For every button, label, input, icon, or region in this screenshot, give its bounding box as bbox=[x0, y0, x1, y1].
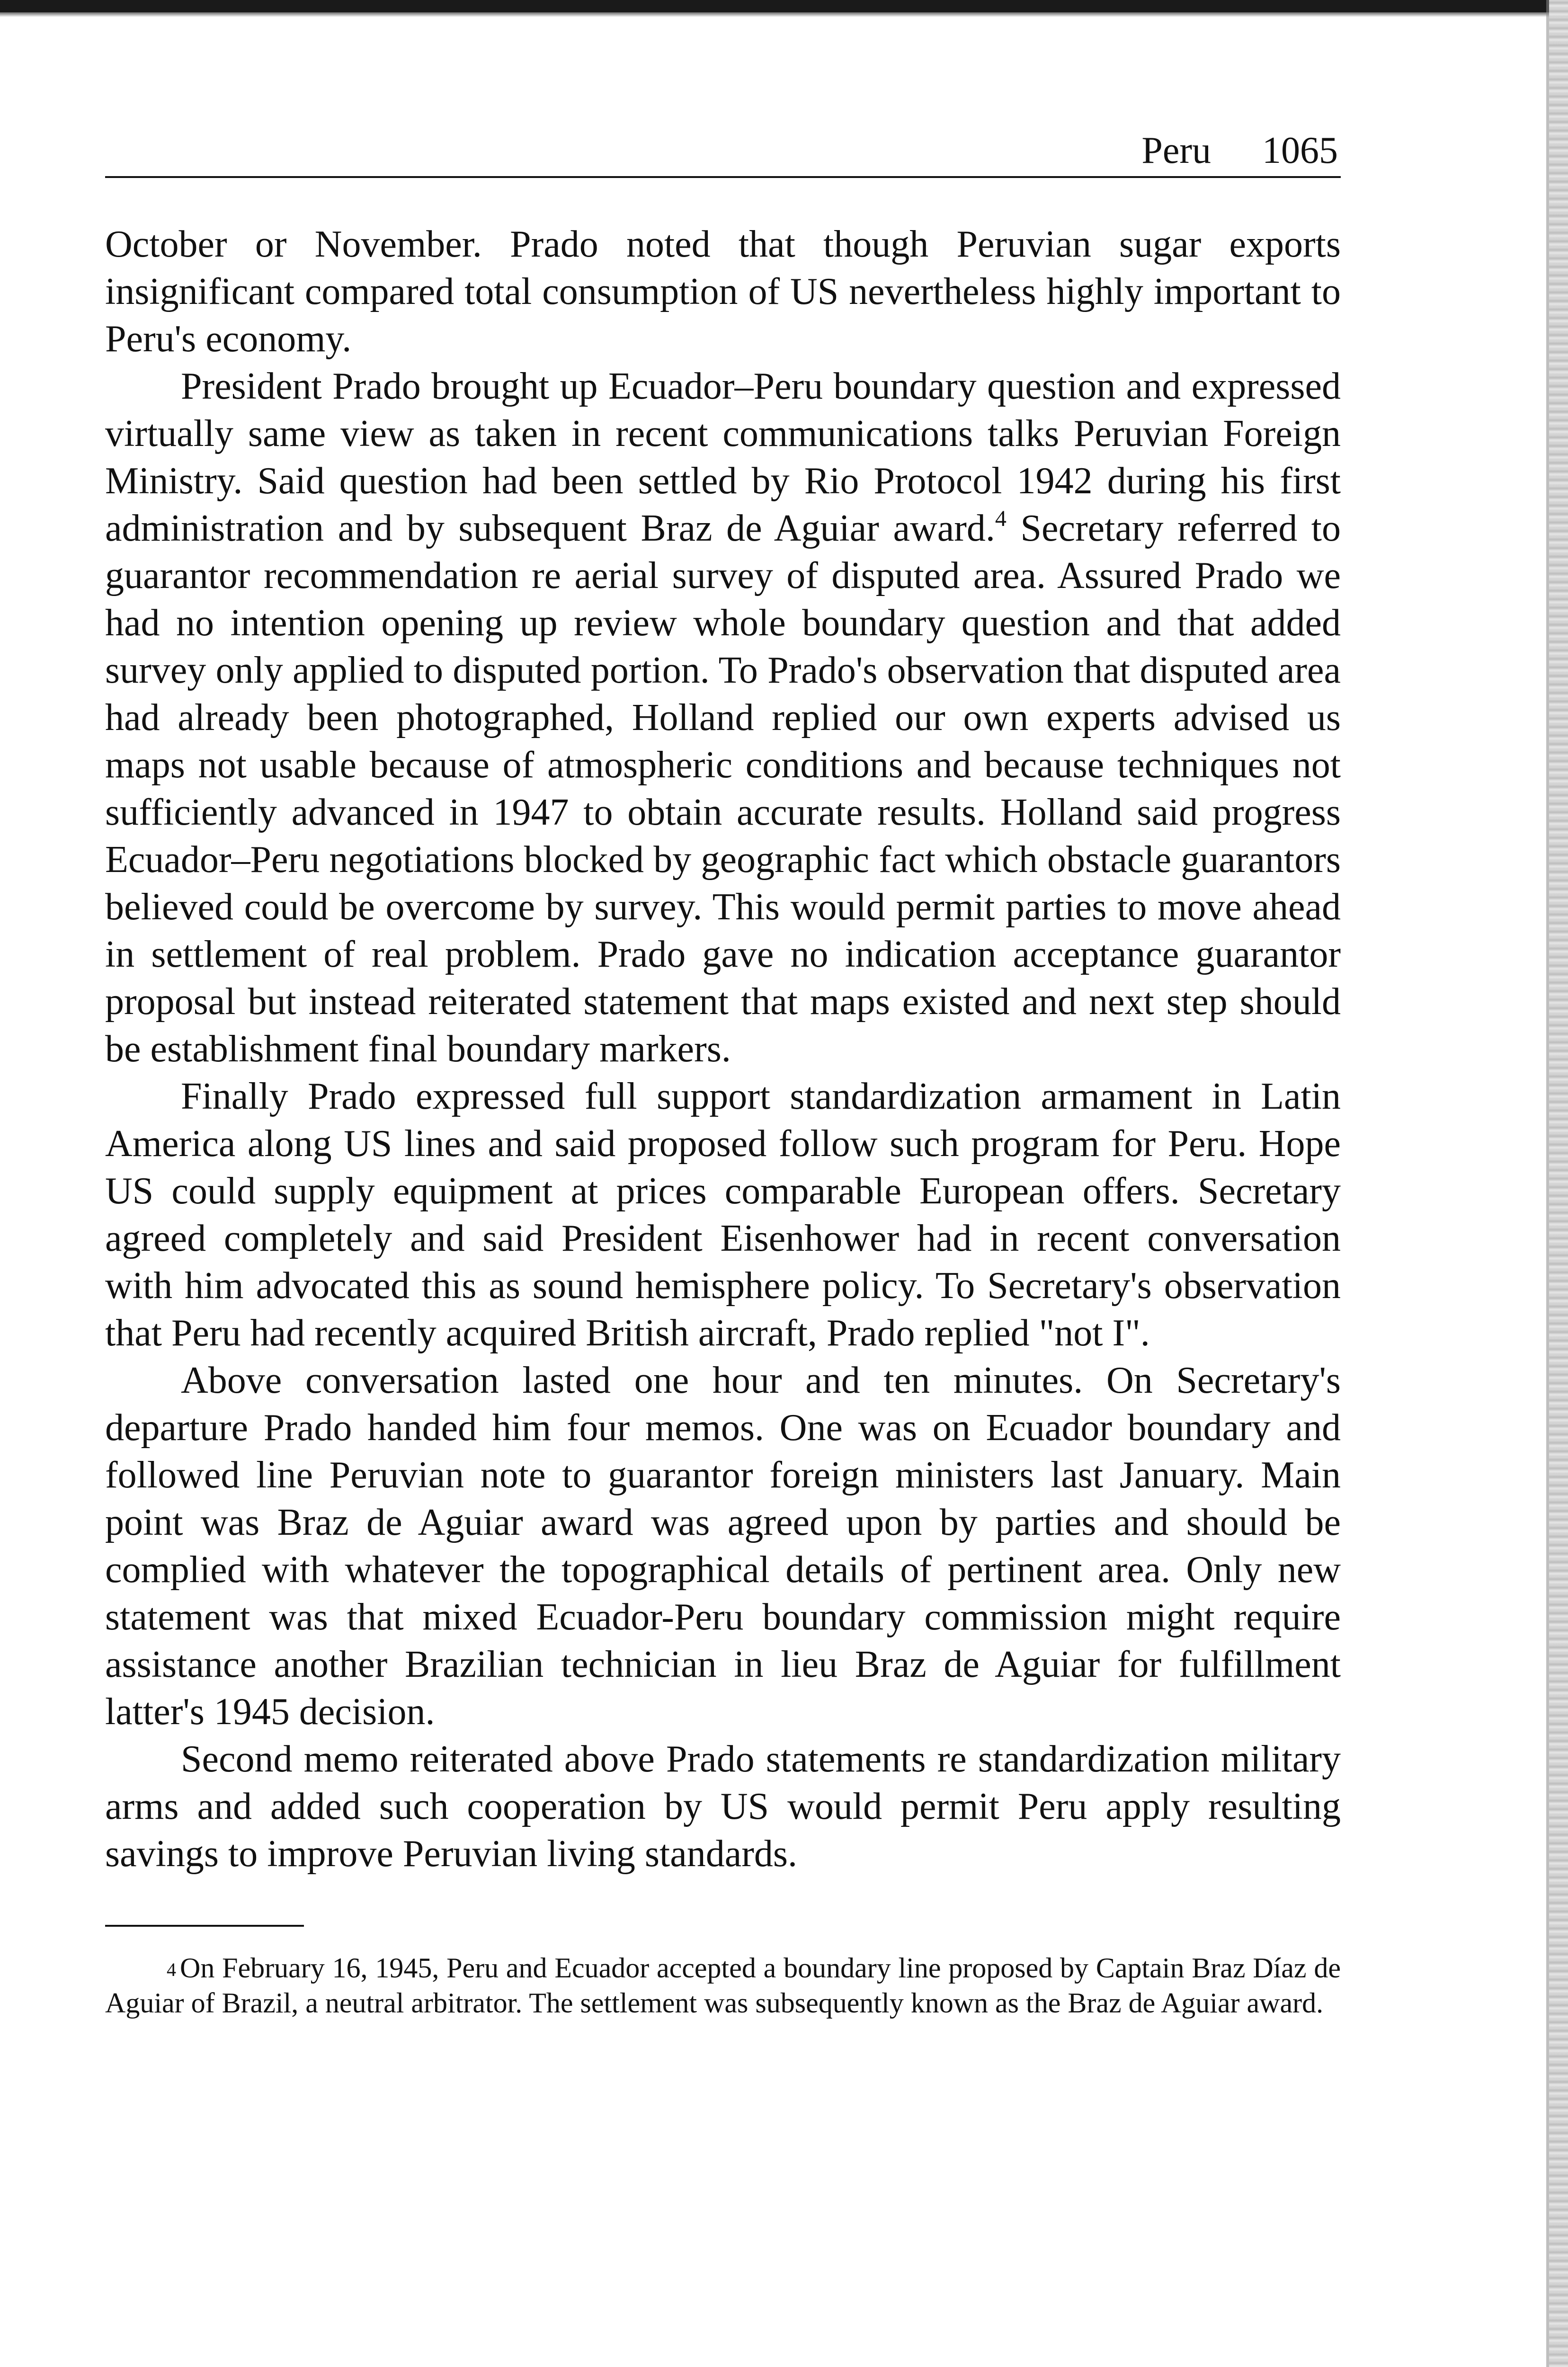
paragraph-3: Finally Prado expressed full support standardization armament in Latin America along US lines and said proposed follow such program for Peru. Hope US could supply equipment at prices comparable European offers. Secretary agreed completely and said President Eisenhower had in recent conversation with him advocated this as sound hemisphere policy. To Secretary's observation that Peru had recently acquired British aircraft, Prado replied "not I". bbox=[105, 1076, 1341, 1354]
header-rule bbox=[105, 176, 1341, 178]
paragraph-4: Above conversation lasted one hour and ten minutes. On Secretary's departure Prado handed him four memos. One was on Ecuador boundary and followed line Peruvian note to guarantor foreign ministers last January. Main point was Braz de Aguiar award was agreed upon by parties and should be complied with whatever the topographical details of pertinent area. Only new statement was that mixed Ecuador-Peru boundary commission might require assistance another Brazilian technician in lieu Braz de Aguiar for fulfillment latter's 1945 decision. bbox=[105, 1360, 1341, 1733]
running-head-section: Peru bbox=[1141, 130, 1211, 171]
footnote bbox=[105, 1950, 1341, 2020]
body-text bbox=[105, 221, 1341, 1878]
document-page bbox=[105, 128, 1341, 2020]
footnote-marker: 4 bbox=[167, 1959, 176, 1980]
footnote-reference[interactable]: 4 bbox=[995, 506, 1007, 531]
paragraph-5: Second memo reiterated above Prado statements re standardization military arms and added such cooperation by US would permit Peru apply resulting savings to improve Peruvian living standards. bbox=[105, 1738, 1341, 1875]
scan-top-border bbox=[0, 0, 1568, 12]
paragraph-2-part-2: Secretary referred to guarantor recommendation re aerial survey of disputed area. Assured Prado we had no intention opening up review whole boundary question and that added survey only applied to disputed portion. To Prado's observation that disputed area had already been photographed, Holland replied our own experts advised us maps not usable because of atmospheric conditions and because techniques not sufficiently advanced in 1947 to obtain accurate results. Holland said progress Ecuador–Peru negotiations blocked by geographic fact which obstacle guarantors believed could be overcome by survey. This would permit parties to move ahead in settlement of real problem. Prado gave no indication acceptance guarantor proposal but instead reiterated statement that maps existed and next step should be establishment final boundary markers. bbox=[105, 507, 1341, 1070]
page-number: 1065 bbox=[1262, 130, 1338, 171]
paragraph-2-part-1: President Prado brought up Ecuador–Peru boundary question and expressed virtually same view as taken in recent communications talks Peruvian Foreign Ministry. Said question had been settled by Rio Protocol 1942 during his first administration and by subsequent Braz de Aguiar award. bbox=[105, 365, 1341, 549]
paragraph-2 bbox=[105, 363, 1341, 1073]
footnote-rule bbox=[105, 1925, 304, 1927]
running-head bbox=[105, 128, 1341, 173]
footnote-text: On February 16, 1945, Peru and Ecuador accepted a boundary line proposed by Captain Braz Díaz de Aguiar of Brazil, a neutral arbitrator. The settlement was subsequently known as the Braz de Aguiar award. bbox=[105, 1952, 1341, 2019]
paragraph-1: October or November. Prado noted that though Peruvian sugar exports insignificant compared total consumption of US nevertheless highly important to Peru's economy. bbox=[105, 223, 1341, 360]
scan-top-shadow bbox=[0, 12, 1568, 17]
scan-right-border bbox=[1549, 0, 1568, 2367]
